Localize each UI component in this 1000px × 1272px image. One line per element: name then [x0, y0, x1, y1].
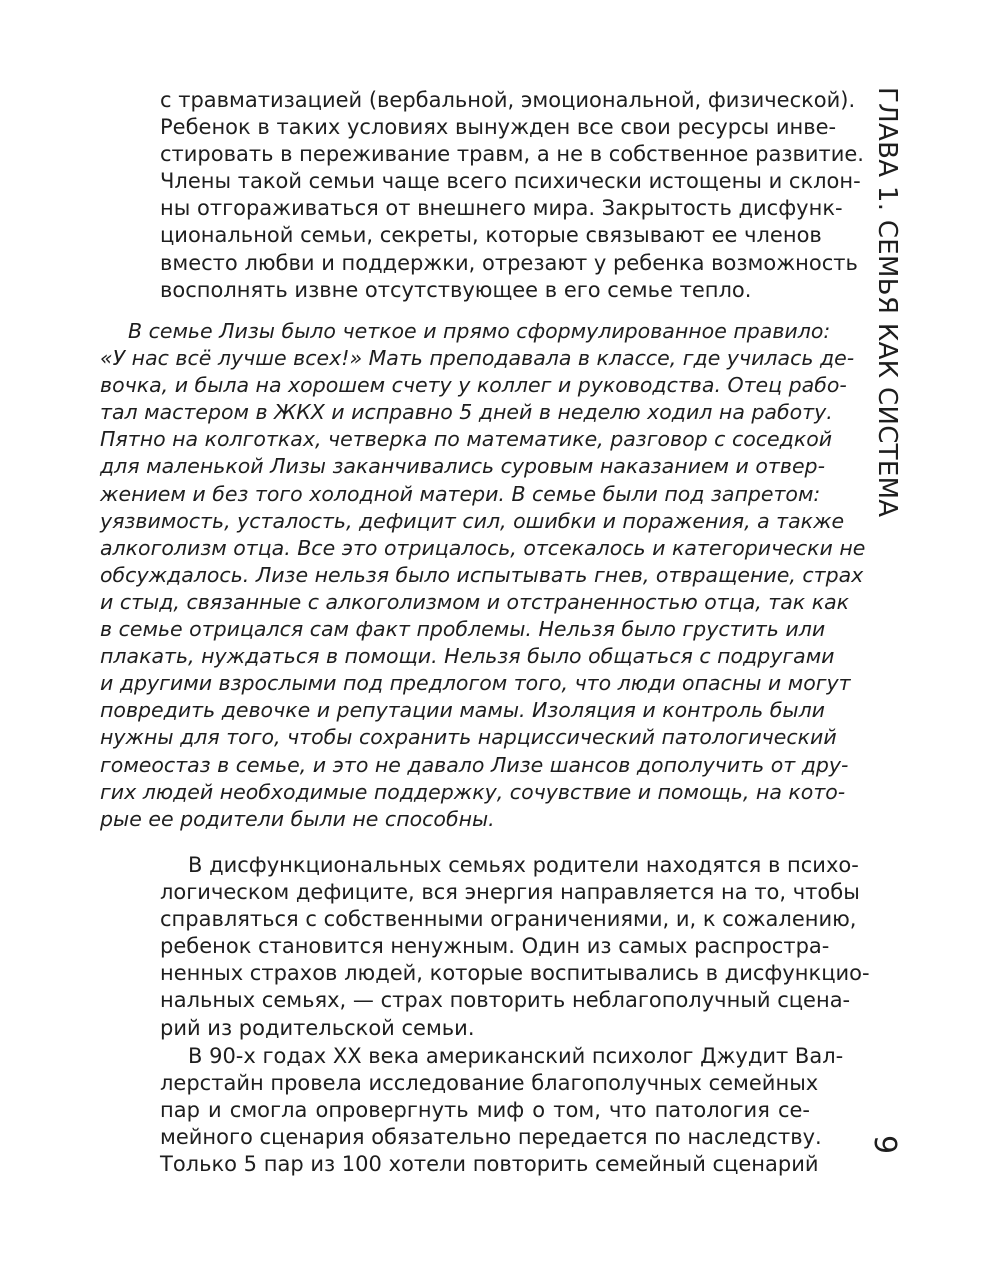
- text-line: обсуждалось. Лизе нельзя было испытывать гнев, отвращение, страх: [100, 562, 864, 587]
- text-line: Пятно на колготках, четверка по математике, разговор с соседкой: [100, 427, 833, 452]
- text-line: вместо любви и поддержки, отрезают у ребенка возможность: [160, 250, 858, 275]
- text-line: гомеостаз в семье, и это не давало Лизе шансов дополучить от дру-: [100, 752, 849, 777]
- case-study-paragraph: [100, 318, 866, 833]
- text-line: мейного сценария обязательно передается по наследству.: [160, 1125, 822, 1150]
- text-line: тал мастером в ЖКХ и исправно 5 дней в неделю ходил на работу.: [100, 400, 833, 425]
- text-line: В семье Лизы было четкое и прямо сформулированное правило:: [128, 319, 831, 343]
- text-line: В дисфункциональных семьях родители находятся в психо-: [188, 853, 859, 877]
- text-line: вочка, и была на хорошем счету у коллег и руководства. Отец рабо-: [100, 373, 847, 398]
- body-paragraph: [160, 1043, 844, 1178]
- text-line: нальных семьях, — страх повторить неблагополучный сцена-: [160, 988, 851, 1013]
- text-line: повредить девочке и репутации мамы. Изоляция и контроль были: [100, 698, 826, 723]
- text-line: нужны для того, чтобы сохранить нарциссический патологический: [100, 725, 837, 750]
- text-line: «У нас всё лучше всех!» Мать преподавала в классе, где училась де-: [100, 346, 855, 371]
- text-line: для маленькой Лизы заканчивались суровым наказанием и отвер-: [100, 454, 825, 479]
- text-line: и стыд, связанные с алкоголизмом и отстраненностью отца, так как: [100, 589, 850, 614]
- text-line: уязвимость, усталость, дефицит сил, ошибки и поражения, а также: [100, 508, 845, 533]
- text-line: восполнять извне отсутствующее в его семье тепло.: [160, 277, 752, 302]
- text-line: пар и смогла опровергнуть миф о том, что патология се-: [160, 1098, 810, 1123]
- text-line: плакать, нуждаться в помощи. Нельзя было общаться с подругами: [100, 644, 835, 669]
- text-line: алкоголизм отца. Все это отрицалось, отсекалось и категорически не: [100, 535, 866, 560]
- text-line: ребенок становится ненужным. Один из самых распростра-: [160, 934, 830, 959]
- text-line: логическом дефиците, вся энергия направляется на то, чтобы: [160, 880, 860, 905]
- text-line: циональной семьи, секреты, которые связывают ее членов: [160, 223, 822, 248]
- text-line: гих людей необходимые поддержку, сочувствие и помощь, на кото-: [100, 779, 846, 804]
- running-header: [868, 87, 908, 518]
- text-line: и другими взрослыми под предлогом того, что люди опасны и могут: [100, 671, 851, 696]
- text-line: стировать в переживание травм, а не в собственное развитие.: [160, 142, 864, 167]
- body-paragraph: [160, 852, 870, 1042]
- text-line: В 90-х годах XX века американский психолог Джудит Вал-: [188, 1044, 844, 1068]
- text-line: жением и без того холодной матери. В семье были под запретом:: [100, 481, 821, 506]
- text-line: рые ее родители были не способны.: [100, 806, 495, 831]
- text-line: Только 5 пар из 100 хотели повторить семейный сценарий: [160, 1152, 819, 1177]
- text-line: ненных страхов людей, которые воспитывались в дисфункцио-: [160, 961, 870, 986]
- text-line: ны отгораживаться от внешнего мира. Закрытость дисфунк-: [160, 196, 843, 221]
- text-line: Члены такой семьи чаще всего психически истощены и склон-: [160, 169, 861, 194]
- intro-paragraph: [160, 87, 864, 304]
- chapter-title: ГЛАВА 1. СЕМЬЯ КАК СИСТЕМА: [872, 87, 902, 518]
- text-line: справляться с собственными ограничениями, и, к сожалению,: [160, 907, 857, 932]
- text-line: в семье отрицался сам факт проблемы. Нельзя было грустить или: [100, 617, 826, 642]
- text-line: с травматизацией (вербальной, эмоциональной, физической).: [160, 88, 856, 112]
- text-line: лерстайн провела исследование благополучных семейных: [160, 1071, 819, 1096]
- text-line: рий из родительской семьи.: [160, 1015, 475, 1040]
- text-line: Ребенок в таких условиях вынужден все свои ресурсы инве-: [160, 115, 837, 140]
- page-number: 9: [867, 1135, 902, 1155]
- page-number-box: [868, 1135, 908, 1185]
